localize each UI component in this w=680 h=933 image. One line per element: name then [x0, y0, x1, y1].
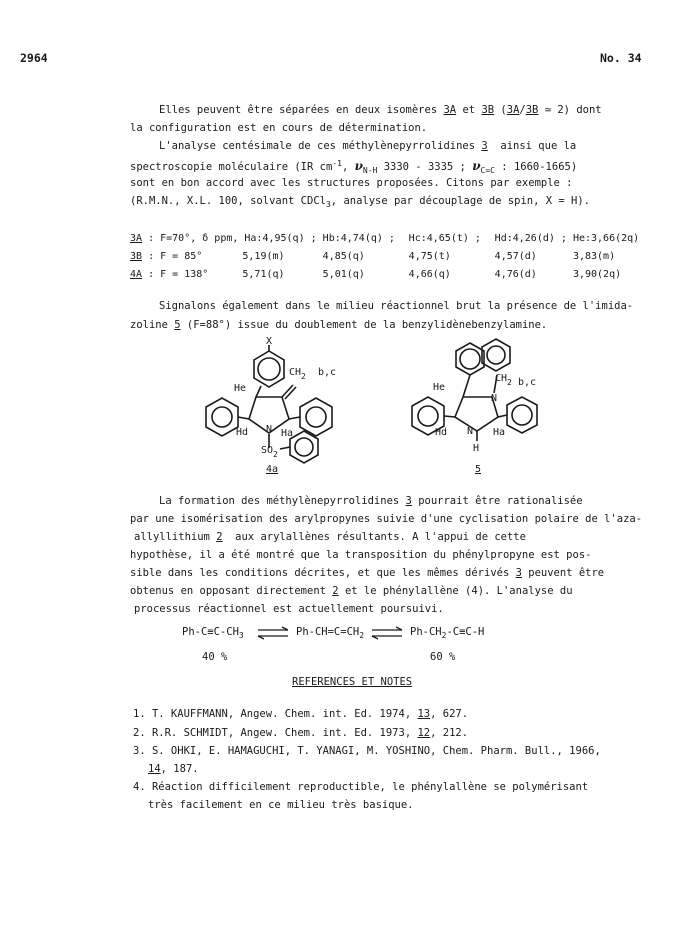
para3-line1: Signalons également dans le milieu réactionnel brut la présence de l'imida-: [159, 300, 634, 312]
structure-caption: 4a: [266, 464, 279, 475]
nmr-cell: 3,90(2q): [572, 269, 622, 280]
species-propyne: $Ph-C\equiv C-CH_3$: [182, 626, 244, 640]
n-label: N: [266, 424, 273, 435]
para2-line4: (R.M.N., X.L. 100, solvant CDCl$_3$, analyse par découplage de spin, X = H).: [130, 195, 590, 209]
reference-4: 4. Réaction difficilement reproductible, le phénylallène se polymérisant: [133, 781, 589, 793]
table-row: [130, 266, 639, 284]
species-terminal-alkyne: $Ph-CH_2-C\equiv C-H$: [410, 626, 485, 640]
para4-line5: sible dans les conditions décrites, et que les mêmes dérivés 3 peuvent être: [130, 567, 605, 579]
nmr-cell: Hb:4,74(q) ;: [322, 233, 401, 244]
structure-5: [395, 335, 545, 475]
structure-4a: [200, 335, 350, 475]
para4-line3: allyllithium 2 aux arylallènes résultants. A l'appui de cette: [134, 531, 526, 543]
equilibrium-arrows-2: [370, 626, 404, 640]
reference-3-cont: 14, 187.: [148, 763, 199, 775]
reference-4-cont: très facilement en ce milieu très basique.: [148, 799, 414, 811]
para2-line1: L'analyse centésimale de ces méthylènepyrrolidines 3 ainsi que la: [159, 140, 577, 152]
nmr-cell: He:3,66(2q): [572, 233, 640, 244]
para1-line1: Elles peuvent être séparées en deux isomères 3A et 3B (3A/3B ≃ 2) dont: [159, 104, 602, 116]
nmr-cell: 4,75(t): [408, 251, 451, 262]
para4-line1: La formation des méthylènepyrrolidines 3 pourrait être rationalisée: [159, 495, 583, 507]
ha-label: Ha: [493, 427, 506, 438]
nmr-cell: Hc:4,65(t) ;: [408, 233, 487, 244]
nmr-cell: 4,57(d): [494, 251, 537, 262]
para4-line2: par une isomérisation des arylpropynes suivie d'une cyclisation polaire de l'aza-: [130, 513, 643, 525]
structure-caption: 5: [475, 464, 482, 475]
table-row: [130, 230, 639, 248]
reference-3: 3. S. OHKI, E. HAMAGUCHI, T. YANAGI, M. YOSHINO, Chem. Pharm. Bull., 1966,: [133, 745, 601, 757]
bc-label: b,c: [518, 377, 537, 388]
reference-1: 1. T. KAUFFMANN, Angew. Chem. int. Ed. 1974, 13, 627.: [133, 708, 469, 720]
nmr-cell: 3B : F = 85°: [130, 251, 203, 262]
nmr-cell: 3A : F=70°, δ ppm, Ha:4,95(q) ;: [130, 233, 323, 244]
para4-line4: hypothèse, il a été montré que la transposition du phénylpropyne est pos-: [130, 549, 592, 561]
ha-label: Ha: [281, 428, 294, 439]
nmr-cell: 4,76(d): [494, 269, 537, 280]
hd-label: Hd: [435, 427, 448, 438]
hd-label: Hd: [236, 427, 249, 438]
para4-line6: obtenus en opposant directement 2 et le phénylallène (4). L'analyse du: [130, 585, 573, 597]
nmr-cell: 3,83(m): [572, 251, 616, 262]
nmr-cell: 5,71(q): [242, 269, 285, 280]
references-title: REFERENCES ET NOTES: [292, 676, 413, 688]
ch2-label: $CH_2$: [289, 367, 306, 381]
nmr-cell: 4,85(q): [322, 251, 365, 262]
percent-propyne: 40 %: [202, 651, 228, 663]
equilibrium-arrows-1: [256, 626, 290, 640]
para3-line2: zoline 5 (F=88°) issue du doublement de la benzylidènebenzylamine.: [130, 319, 548, 331]
page-number: 2964: [20, 51, 48, 65]
nmr-table: [130, 230, 639, 284]
species-allene: $Ph-CH=C=CH_2$: [296, 626, 365, 640]
issue-number: No. 34: [600, 51, 642, 65]
para2-line2: spectroscopie moléculaire (IR $cm^{-1}$, $\nu_{N-H}$ 3330 - 3335 ; $\nu_{C=C}$ : 1660-1665): [130, 159, 578, 175]
bc-label: b,c: [318, 367, 337, 378]
ch2-label: $CH_2$: [495, 373, 512, 387]
n1-label: N: [491, 393, 498, 404]
nmr-cell: 4A : F = 138°: [130, 269, 209, 280]
nmr-cell: Hd:4,26(d) ;: [494, 233, 573, 244]
nmr-cell: 5,01(q): [322, 269, 365, 280]
para1-line2: la configuration est en cours de détermination.: [130, 122, 428, 134]
table-row: [130, 248, 639, 266]
para4-line7: processus réactionnel est actuellement poursuivi.: [134, 603, 444, 615]
percent-terminal-alkyne: 60 %: [430, 651, 456, 663]
substituent-x: X: [266, 336, 273, 347]
he-label: He: [433, 382, 446, 393]
he-label: He: [234, 383, 247, 394]
nmr-cell: 4,66(q): [408, 269, 451, 280]
n2-label: N: [467, 426, 474, 437]
para2-line3: sont en bon accord avec les structures proposées. Citons par exemple :: [130, 177, 573, 189]
h-label: H: [473, 443, 480, 454]
nmr-cell: 5,19(m): [242, 251, 285, 262]
so2-label: $SO_2$: [261, 445, 278, 459]
reference-2: 2. R.R. SCHMIDT, Angew. Chem. int. Ed. 1973, 12, 212.: [133, 727, 469, 739]
